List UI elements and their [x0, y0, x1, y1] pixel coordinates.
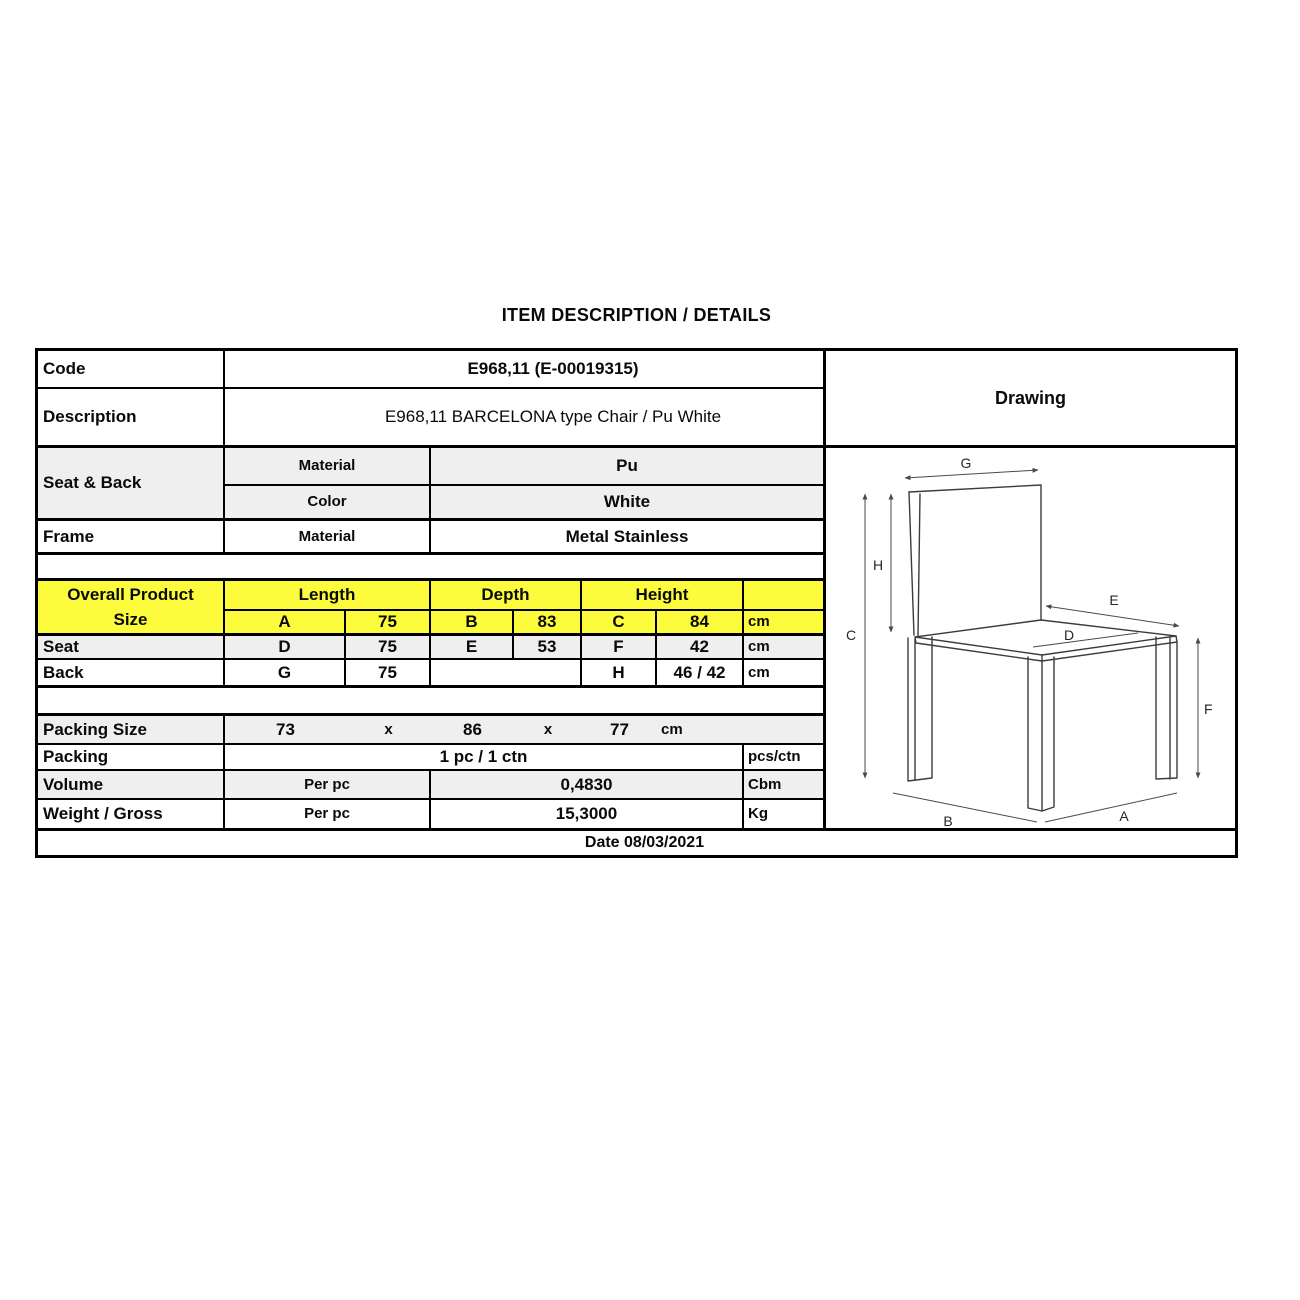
overall-size-label — [38, 581, 225, 633]
weight-key: Per pc — [225, 800, 431, 828]
table-row-description — [38, 389, 823, 448]
packing-size-x-2: x — [543, 720, 553, 738]
volume-unit: Cbm — [748, 775, 782, 793]
spacer-row — [38, 688, 823, 716]
table-row-seat — [38, 636, 823, 660]
header-height: Height — [582, 581, 744, 609]
table-row-volume — [38, 771, 823, 800]
dim-label-g: G — [960, 455, 972, 471]
packing-size-label: Packing Size — [38, 716, 225, 743]
dim-label-a: A — [1119, 808, 1129, 824]
packing-size-x-1: x — [384, 720, 393, 738]
back-value-g: 75 — [346, 660, 431, 685]
frame-material-key: Material — [225, 521, 431, 552]
date-row — [38, 828, 1235, 855]
seat-value-f: 42 — [657, 636, 744, 658]
table-row-seat-back-color — [225, 486, 823, 518]
spec-table — [35, 348, 1238, 858]
chair-backrest — [909, 485, 1041, 636]
table-row-packing-size — [38, 716, 823, 745]
frame-label: Frame — [38, 521, 225, 552]
size-letter-c: C — [582, 611, 657, 633]
header-length: Length — [225, 581, 431, 609]
back-letter-h: H — [582, 660, 657, 685]
table-row-back — [38, 660, 823, 688]
frame-material-value: Metal Stainless — [565, 526, 689, 546]
back-label: Back — [38, 660, 225, 685]
table-row-code — [38, 351, 823, 389]
table-row-packing — [38, 745, 823, 771]
packing-size-blank — [744, 716, 823, 743]
section-overall-size — [38, 581, 823, 636]
header-depth: Depth — [431, 581, 582, 609]
dim-label-d: D — [1063, 627, 1075, 643]
code-label: Code — [38, 351, 225, 387]
back-letter-g: G — [225, 660, 346, 685]
volume-key: Per pc — [225, 771, 431, 798]
seat-value-d: 75 — [346, 636, 431, 658]
seat-letter-e: E — [431, 636, 514, 658]
section-seat-back — [38, 448, 823, 521]
spacer-row — [38, 555, 823, 581]
size-unit: cm — [744, 611, 823, 633]
weight-unit: Kg — [748, 805, 768, 823]
chair-seat — [915, 620, 1177, 661]
back-depth-empty — [431, 660, 582, 685]
dim-label-f: F — [1204, 701, 1213, 717]
description-label: Description — [38, 389, 225, 445]
drawing-body — [826, 448, 1235, 828]
size-value-c: 84 — [657, 611, 744, 633]
dim-label-e: E — [1109, 592, 1119, 608]
packing-value: 1 pc / 1 ctn — [225, 745, 744, 769]
table-row-size-headers — [225, 581, 823, 611]
weight-label: Weight / Gross — [38, 800, 225, 828]
size-value-b: 83 — [514, 611, 582, 633]
back-value-h: 46 / 42 — [657, 660, 744, 685]
size-letter-a: A — [225, 611, 346, 633]
packing-size-value-3: 77 — [610, 719, 629, 739]
seat-back-material-value: Pu — [616, 456, 638, 476]
header-unit-blank — [744, 581, 823, 609]
packing-label: Packing — [38, 745, 225, 769]
seat-letter-d: D — [225, 636, 346, 658]
code-value: E968,11 (E-00019315) — [467, 359, 639, 379]
seat-back-label: Seat & Back — [38, 448, 225, 518]
seat-unit: cm — [748, 638, 770, 656]
table-row-frame — [38, 521, 823, 555]
drawing-title: Drawing — [826, 351, 1235, 448]
dim-label-c: C — [845, 627, 857, 643]
drawing-panel — [823, 351, 1235, 828]
date-value: Date 08/03/2021 — [584, 834, 705, 851]
seat-label: Seat — [38, 636, 225, 658]
packing-size-value-2: 86 — [463, 719, 482, 739]
size-letter-b: B — [431, 611, 514, 633]
seat-back-color-key: Color — [225, 486, 431, 518]
chair-legs — [908, 637, 1177, 811]
weight-value: 15,3000 — [431, 800, 744, 828]
description-value: E968,11 BARCELONA type Chair / Pu White — [384, 407, 722, 427]
volume-label: Volume — [38, 771, 225, 798]
volume-value: 0,4830 — [431, 771, 744, 798]
packing-size-unit: cm — [661, 720, 683, 738]
dim-label-h: H — [872, 557, 884, 573]
table-row-size-values — [225, 611, 823, 633]
packing-unit: pcs/ctn — [748, 748, 801, 766]
dim-label-b: B — [943, 813, 953, 828]
overall-size-label-line2: Size — [113, 610, 148, 629]
packing-size-value-1: 73 — [276, 719, 295, 739]
table-row-weight — [38, 800, 823, 828]
size-value-a: 75 — [346, 611, 431, 633]
chair-drawing — [826, 448, 1235, 828]
seat-value-e: 53 — [514, 636, 582, 658]
overall-size-label-line1: Overall Product — [67, 585, 194, 604]
page-title: ITEM DESCRIPTION / DETAILS — [501, 305, 772, 325]
table-row-seat-back-material — [225, 448, 823, 486]
seat-letter-f: F — [582, 636, 657, 658]
seat-back-material-key: Material — [225, 448, 431, 484]
back-unit: cm — [748, 663, 770, 681]
seat-back-color-value: White — [603, 492, 651, 512]
